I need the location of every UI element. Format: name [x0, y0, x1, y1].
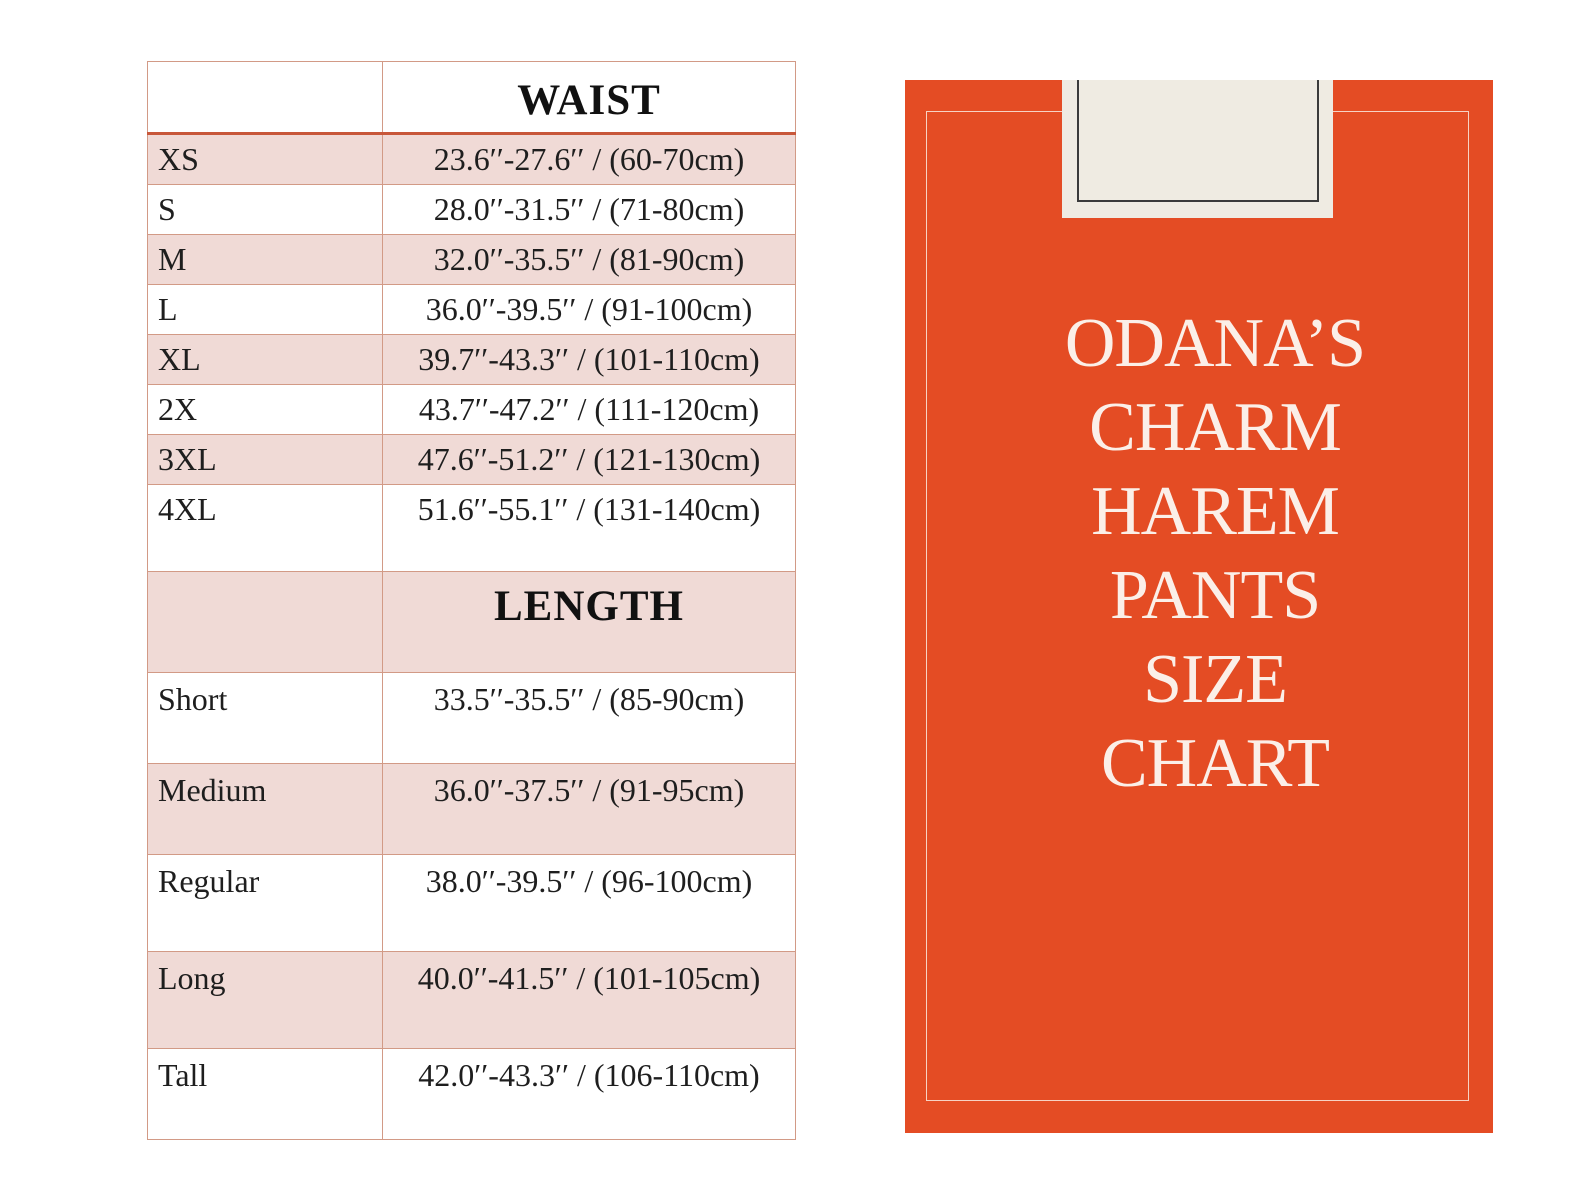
card-title	[905, 302, 1525, 806]
table-row	[148, 285, 796, 335]
table-row	[148, 435, 796, 485]
length-title: LENGTH	[383, 572, 796, 673]
table-row	[148, 485, 796, 572]
waist-value: 23.6′′-27.6′′ / (60-70cm)	[383, 134, 796, 185]
waist-value: 36.0′′-39.5′′ / (91-100cm)	[383, 285, 796, 335]
length-label: Short	[148, 673, 383, 764]
table-row	[148, 134, 796, 185]
header-empty-cell	[148, 572, 383, 673]
waist-value: 43.7′′-47.2′′ / (111-120cm)	[383, 385, 796, 435]
length-label: Tall	[148, 1049, 383, 1140]
card-title-line: SIZE	[1143, 641, 1287, 718]
length-value: 40.0′′-41.5′′ / (101-105cm)	[383, 952, 796, 1049]
length-header-row	[148, 572, 796, 673]
card-tab	[1062, 80, 1333, 218]
size-label: XL	[148, 335, 383, 385]
waist-value: 28.0′′-31.5′′ / (71-80cm)	[383, 185, 796, 235]
length-value: 38.0′′-39.5′′ / (96-100cm)	[383, 855, 796, 952]
length-label: Long	[148, 952, 383, 1049]
title-card	[905, 80, 1493, 1133]
card-title-line: HAREM	[1091, 473, 1339, 550]
card-title-line: PANTS	[1109, 557, 1321, 634]
waist-title: WAIST	[383, 62, 796, 134]
waist-header-row	[148, 62, 796, 134]
waist-value: 51.6′′-55.1′′ / (131-140cm)	[383, 485, 796, 572]
size-label: L	[148, 285, 383, 335]
card-tab-inner	[1077, 80, 1319, 202]
header-empty-cell	[148, 62, 383, 134]
table-row	[148, 335, 796, 385]
size-label: XS	[148, 134, 383, 185]
length-value: 36.0′′-37.5′′ / (91-95cm)	[383, 764, 796, 855]
table-row	[148, 185, 796, 235]
length-value: 42.0′′-43.3′′ / (106-110cm)	[383, 1049, 796, 1140]
size-label: 4XL	[148, 485, 383, 572]
length-label: Regular	[148, 855, 383, 952]
card-title-line: ODANA’S	[1064, 305, 1366, 382]
table-row	[148, 235, 796, 285]
waist-value: 39.7′′-43.3′′ / (101-110cm)	[383, 335, 796, 385]
size-label: 3XL	[148, 435, 383, 485]
table-row	[148, 385, 796, 435]
table-row	[148, 673, 796, 764]
waist-value: 32.0′′-35.5′′ / (81-90cm)	[383, 235, 796, 285]
waist-value: 47.6′′-51.2′′ / (121-130cm)	[383, 435, 796, 485]
card-title-line: CHART	[1100, 725, 1330, 802]
table-row	[148, 764, 796, 855]
length-value: 33.5′′-35.5′′ / (85-90cm)	[383, 673, 796, 764]
length-label: Medium	[148, 764, 383, 855]
card-title-line: CHARM	[1089, 389, 1341, 466]
table-row	[148, 1049, 796, 1140]
size-label: S	[148, 185, 383, 235]
table-row	[148, 952, 796, 1049]
size-label: M	[148, 235, 383, 285]
table-row	[148, 855, 796, 952]
size-label: 2X	[148, 385, 383, 435]
size-table	[147, 61, 796, 1140]
